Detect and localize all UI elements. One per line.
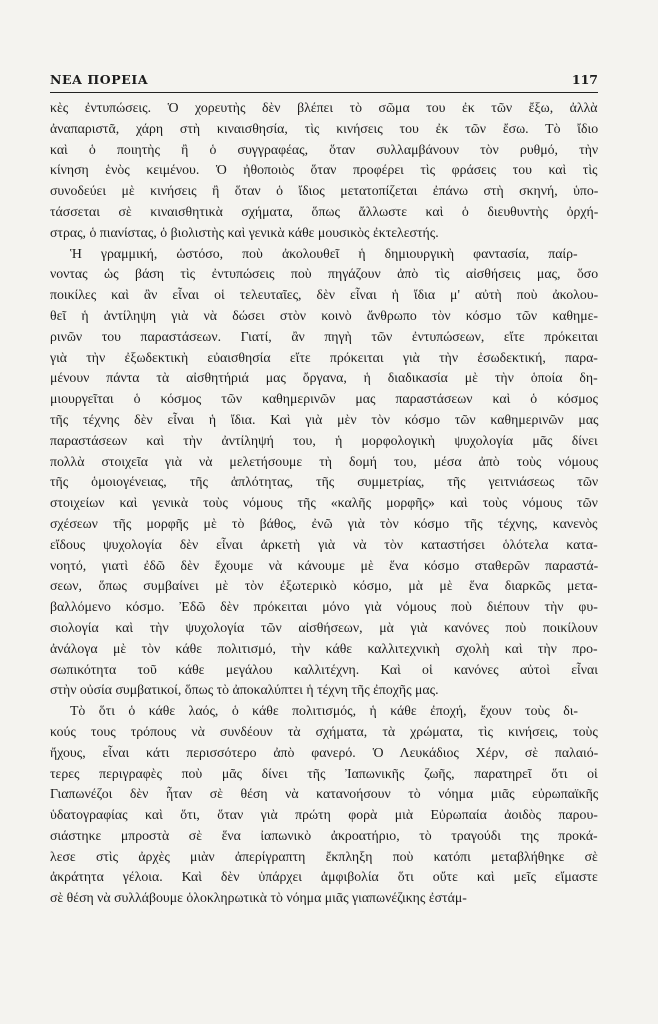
paragraph <box>50 701 598 909</box>
running-header <box>50 72 598 87</box>
text-line: Τὸ ὅτι ὁ κάθε λαός, ὁ κάθε πολιτισμός, ἡ κάθε ἐποχή, ἔχουν τοὺς δι- <box>70 703 579 719</box>
header-rule <box>50 92 598 93</box>
text-line: θεῖ ἡ ἀντίληψη γιὰ νὰ δώσει στὸν κοινὸ ἄνθρωπο τὸν κόσμο τῶν καθημε- <box>50 307 599 323</box>
text-line: νοητό, γιατὶ ἐδῶ δὲν ἔχουμε νὰ κάνουμε μὲ ἕνα κόσμο σταθερῶν παραστά- <box>50 557 599 573</box>
text-line: κὲς ἐντυπώσεις. Ὁ χορευτὴς δὲν βλέπει τὸ σῶμα του ἐκ τῶν ἔξω, ἀλλὰ <box>50 100 598 115</box>
text-line: Ἡ γραμμική, ὡστόσο, ποὺ ἀκολουθεῖ ἡ δημιουργικὴ φαντασία, παίρ- <box>70 245 578 261</box>
text-line: σιολογία καὶ τὴν ψυχολογία τῶν αἰσθήσεων, μὰ γιὰ κανόνες ποὺ ποικίλουν <box>50 619 598 635</box>
text-line: συνοδεύει μὲ κινήσεις ἢ ὅταν ὁ ἴδιος μετατοπίζεται ἐπάνω στὴ σκηνή, ὑπο- <box>50 183 599 199</box>
text-line: στὴν οὐσία συμβατικοί, ὅπως τὸ ἀποκαλύπτει ἡ τέχνη τῆς ἐποχῆς μας. <box>50 682 439 698</box>
text-line: στοιχείων καὶ γενικὰ τοὺς νόμους τῆς «καλῆς μορφῆς» καὶ τοὺς νόμους τῶν <box>50 495 598 511</box>
text-line: σεων, ὅπως συμβαίνει μὲ τὸν ἐξωτερικὸ κόσμο, μὰ μὲ ἕνα διαρκῶς μετα- <box>50 578 598 594</box>
text-line: νοντας ὡς βάση τὶς ἐντυπώσεις ποὺ πηγάζουν ἀπὸ τὶς αἰσθήσεις μας, ὅσο <box>50 266 599 282</box>
text-line: σχέσεων τῆς μορφῆς μὲ τὸ βάθος, ἐνῶ γιὰ τὸν κόσμο τῆς τέχνης, κανενὸς <box>50 515 598 531</box>
text-line: ἀνάλογα μὲ τὸν κάθε πολιτισμό, τὴν κάθε καλλιτεχνικὴ σχολὴ καὶ τὴν προ- <box>50 640 598 656</box>
text-line: ὑδατογραφίας καὶ ὅτι, ὅταν γιὰ πρώτη φορὰ μιὰ Εὐρωπαία ἀοιδὸς παρου- <box>50 807 598 823</box>
paragraph <box>50 98 598 244</box>
text-line: εἴδους ψυχολογία δὲν εἶναι ἀρκετὴ γιὰ νὰ τὸν καταστήσει ὁλότελα κατα- <box>50 536 598 552</box>
text-line: ἀκράτητα γέλοια. Καὶ δὲν ὑπάρχει ἀμφιβολία ὅτι οὔτε καὶ μεῖς εἴμαστε <box>50 869 598 885</box>
text-line: σωπικότητα τοῦ κάθε μεγάλου καλλιτέχνη. Καὶ οἱ κανόνες αὐτοὶ εἶναι <box>50 661 598 677</box>
page-body <box>50 98 598 909</box>
text-line: παραστάσεων καὶ τὴν ἀντίληψή του, ἡ μορφολογικὴ ψυχολογία μᾶς δίνει <box>50 432 598 448</box>
text-line: ἀναπαριστᾶ, χάρη στὴ κιναισθησία, τὶς κινήσεις του ἐκ τῶν ἔσω. Τὸ ἴδιο <box>50 120 599 136</box>
text-line: τερες περιγραφὲς ποὺ μᾶς δίνει τῆς Ἰαπωνικῆς ζωῆς, παρατηρεῖ ὅτι οἱ <box>50 765 598 781</box>
text-line: λεσε στὶς ἀρχὲς μιὰν ἀπερίγραπτη ἔκπληξη ποὺ κατόπι μεταβλήθηκε σὲ <box>50 848 598 864</box>
text-line: ποικίλες καὶ ἂν εἶναι οἱ τελευταῖες, δὲν εἶναι ἡ ἴδια μ' αὐτὴ ποὺ ἀκολου- <box>50 287 599 303</box>
text-line: ἤχους, εἶναι κάτι περισσότερο ἀπὸ φανερό. Ὁ Λευκάδιος Χέρν, σὲ παλαιό- <box>50 744 599 760</box>
text-line: τῆς τέχνης δὲν εἶναι ἡ ἴδια. Καὶ γιὰ μὲν τὸν κόσμο τῶν καθημερινῶν μας <box>50 411 599 427</box>
page-number: 117 <box>571 72 598 87</box>
text-line: Γιαπωνέζοι δὲν ἦταν σὲ θέση νὰ κατανοήσουν τὸ νόημα μιᾶς εὐρωπαϊκῆς <box>50 786 599 802</box>
text-line: κούς τους τρόπους νὰ συνδέουν τὰ σχήματα, τὰ χρώματα, τὶς κινήσεις, τοὺς <box>50 723 598 739</box>
text-line: πολλὰ στοιχεῖα γιὰ νὰ μελετήσουμε τὴ δομή του, μέσα ἀπὸ τοὺς νόμους <box>50 453 599 469</box>
journal-title: ΝΕΑ ΠΟΡΕΙΑ <box>50 72 149 87</box>
text-line: μιουργεῖται ὁ κόσμος τῶν καθημερινῶν μας παραστάσεων καὶ ὁ κόσμος <box>50 391 598 407</box>
text-line: μένουν πάντα τὰ αἰσθητήριά μας ὄργανα, ἡ διαδικασία μὲ τὴν ὁποία δη- <box>50 370 598 386</box>
text-line: κίνηση ἑνὸς κειμένου. Ὁ ἠθοποιὸς ὅταν προφέρει τὶς φράσεις του καὶ τὶς <box>50 162 598 178</box>
text-line: σὲ θέση νὰ συλλάβουμε ὁλοκληρωτικὰ τὸ νόημα μιᾶς γιαπωνέζικης ἐστάμ- <box>50 890 467 906</box>
text-line: στρας, ὁ πιανίστας, ὁ βιολιστὴς καὶ γενικὰ κάθε μουσικὸς ἐκτελεστής. <box>50 224 439 240</box>
text-line: τῆς ὁμοιογένειας, τῆς ἁπλότητας, τῆς συμμετρίας, τῆς γειτνιάσεως τῶν <box>50 474 599 490</box>
text-line: σιάστηκε μπροστὰ σὲ ἕνα ἰαπωνικὸ ἀκροατήριο, τὸ τραγούδι της προκά- <box>50 827 598 843</box>
text-line: καὶ ὁ ποιητὴς ἢ ὁ συγγραφέας, ὅταν συλλαμβάνουν τὸν ρυθμό, τὴν <box>50 141 599 157</box>
text-line: ρινῶν του παραστάσεων. Γιατί, ἂν πηγὴ τῶν ἐντυπώσεων, εἴτε πρόκειται <box>50 328 598 344</box>
paragraph <box>50 244 598 702</box>
text-line: τάσσεται σὲ κιναισθητικὰ σχήματα, ὅπως ἄλλωστε καὶ ὁ διευθυντὴς ὀρχή- <box>50 203 599 219</box>
text-line: γιὰ τὴν ἐξωδεκτικὴ εὐαισθησία εἴτε πρόκειται γιὰ τὴν ἐσωδεκτική, παρα- <box>50 349 598 365</box>
text-line: βαλλόμενο κόσμο. Ἐδῶ δὲν πρόκειται μόνο γιὰ νόμους ποὺ διέπουν τὴν φυ- <box>50 599 598 615</box>
